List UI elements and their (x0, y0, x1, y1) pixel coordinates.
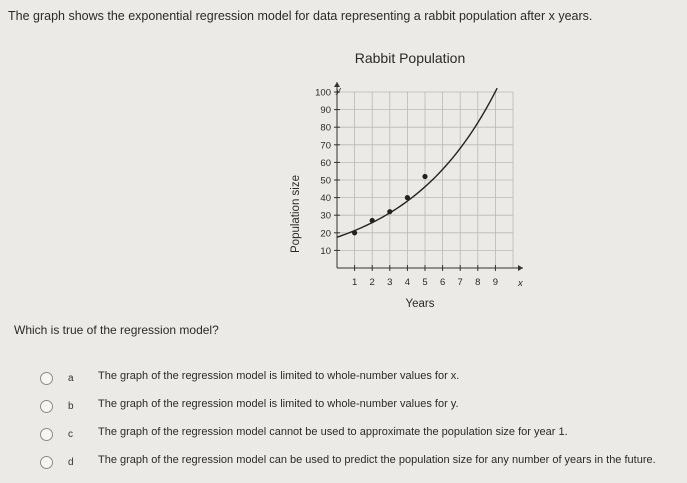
y-tick-label-8: 90 (320, 105, 331, 117)
y-tick-label-0: 10 (320, 245, 331, 257)
option-text-c: The graph of the regression model cannot be used to approximate the population size for year 1. (98, 426, 568, 438)
data-point-0 (352, 230, 357, 235)
radio-button-c[interactable] (40, 428, 53, 441)
chart-svg (255, 46, 545, 318)
y-axis-title: Population size (290, 175, 302, 253)
x-tick-label-7: 8 (475, 277, 481, 288)
tick-labels (315, 88, 498, 289)
x-tick-label-2: 3 (387, 277, 393, 288)
answer-options (40, 370, 680, 482)
data-point-4 (422, 174, 427, 179)
option-letter-b: b (68, 401, 74, 412)
x-axis-name: x (518, 278, 523, 289)
option-c[interactable] (40, 426, 680, 454)
x-tick-label-8: 9 (492, 277, 499, 288)
data-point-2 (387, 209, 392, 214)
chart-title: Rabbit Population (354, 50, 466, 66)
y-tick-label-9: 100 (315, 87, 331, 99)
y-tick-label-5: 60 (320, 157, 331, 169)
option-b[interactable] (40, 398, 680, 426)
option-a[interactable] (40, 370, 680, 398)
rabbit-population-chart (255, 46, 545, 318)
y-axis-name: y (336, 85, 341, 96)
x-tick-label-0: 1 (351, 277, 358, 288)
x-tick-label-6: 7 (457, 277, 463, 288)
x-axis-arrow-icon (518, 265, 523, 271)
x-axis-title: Years (405, 298, 435, 310)
option-text-d: The graph of the regression model can be used to predict the population size for any number of years in the future. (98, 454, 656, 466)
option-d[interactable] (40, 454, 680, 482)
grid-lines (337, 92, 513, 268)
x-tick-label-4: 5 (422, 277, 428, 288)
prompt-text: The graph shows the exponential regression model for data representing a rabbit population after x years. (8, 9, 593, 23)
y-tick-label-2: 30 (320, 210, 331, 222)
y-tick-label-3: 40 (320, 193, 331, 205)
radio-button-a[interactable] (40, 372, 53, 385)
option-text-b: The graph of the regression model is limited to whole-number values for y. (98, 398, 459, 410)
data-point-3 (405, 195, 410, 200)
option-letter-c: c (68, 429, 73, 440)
y-tick-label-4: 50 (320, 175, 331, 187)
data-point-1 (370, 218, 375, 223)
y-tick-label-7: 80 (320, 122, 331, 134)
y-tick-label-6: 70 (320, 140, 331, 152)
question-text: Which is true of the regression model? (14, 323, 219, 337)
option-text-a: The graph of the regression model is limited to whole-number values for x. (98, 370, 460, 382)
option-letter-d: d (68, 457, 74, 468)
x-tick-label-5: 6 (439, 277, 446, 288)
axes (334, 82, 523, 271)
option-letter-a: a (68, 373, 74, 384)
radio-button-b[interactable] (40, 400, 53, 413)
x-tick-label-1: 2 (369, 277, 375, 288)
y-tick-label-1: 20 (320, 228, 331, 240)
radio-button-d[interactable] (40, 456, 53, 469)
x-tick-label-3: 4 (404, 277, 411, 288)
